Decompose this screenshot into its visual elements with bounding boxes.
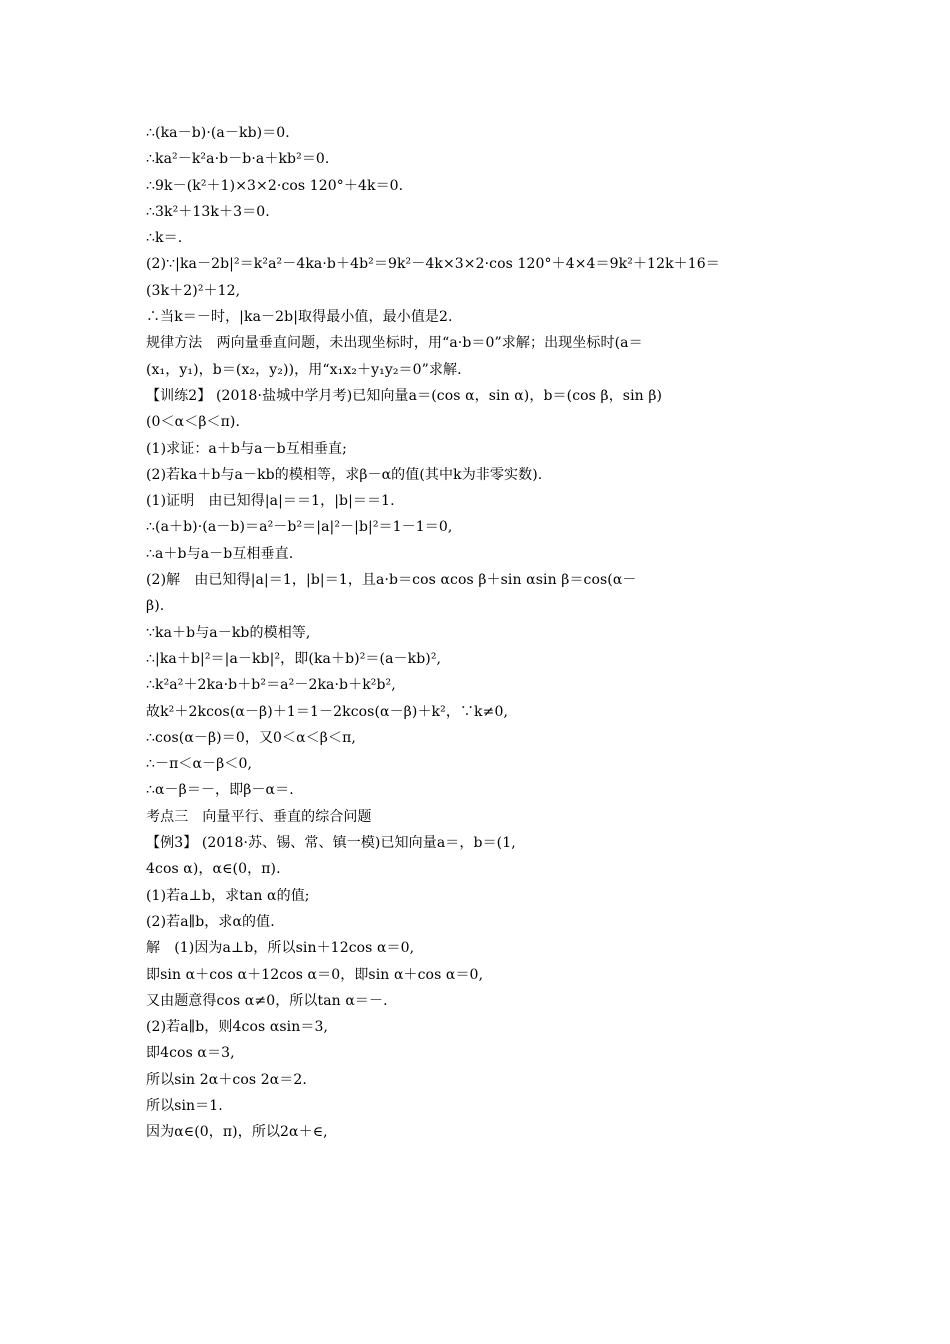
text-line: (3k＋2)²＋12, [146, 282, 241, 299]
text-line: ∴k＝. [146, 230, 183, 247]
text-line: 即4cos α＝3, [146, 1045, 235, 1062]
text-line: β). [146, 598, 165, 615]
text-line: ∴α－β＝－，即β－α＝. [146, 782, 294, 799]
text-line: (2)∵|ka－2b|²＝k²a²－4ka·b＋4b²＝9k²－4k×3×2·cos 120°＋4×4＝9k²＋12k＋16＝ [146, 256, 720, 273]
text-line: ∴cos(α－β)＝0，又0＜α＜β＜π, [146, 729, 356, 746]
text-line: 所以sin＝1. [146, 1097, 223, 1114]
text-line: 解 (1)因为a⊥b，所以sin＋12cos α＝0, [146, 940, 415, 957]
text-line: (2)解 由已知得|a|＝1，|b|＝1，且a·b＝cos αcos β＋sin αsin β＝cos(α－ [146, 572, 637, 589]
text-line: ∴当k＝－时，|ka－2b|取得最小值，最小值是2. [146, 309, 453, 326]
text-line: ∴－π＜α－β＜0, [146, 756, 253, 773]
method-note-line: (x₁，y₁)，b＝(x₂，y₂))，用“x₁x₂＋y₁y₂＝0”求解. [146, 361, 462, 378]
text-line: ∴a＋b与a－b互相垂直. [146, 545, 294, 562]
text-line: ∴ka²－k²a·b－b·a＋kb²＝0. [146, 151, 330, 168]
exercise-heading: 【训练2】 (2018·盐城中学月考)已知向量a＝(cos α，sin α)，b＝(cos β，sin β) [146, 387, 663, 404]
text-line: 故k²＋2kcos(α－β)＋1＝1－2kcos(α－β)＋k²，∵k≠0, [146, 703, 509, 720]
text-line: 所以sin 2α＋cos 2α＝2. [146, 1071, 307, 1088]
method-note-line: 规律方法 两向量垂直问题，未出现坐标时，用“a·b＝0”求解；出现坐标时(a＝ [146, 335, 643, 352]
text-line: ∴(ka－b)·(a－kb)＝0. [146, 125, 290, 141]
text-line: (0＜α＜β＜π). [146, 414, 241, 431]
text-line: ∵ka＋b与a－kb的模相等, [146, 624, 311, 641]
text-line: ∴k²a²＋2ka·b＋b²＝a²－2ka·b＋k²b², [146, 677, 396, 694]
text-line: (2)若ka＋b与a－kb的模相等，求β－α的值(其中k为非零实数). [146, 466, 543, 483]
text-line: ∴(a＋b)·(a－b)＝a²－b²＝|a|²－|b|²＝1－1＝0, [146, 519, 453, 536]
text-line: (1)若a⊥b，求tan α的值; [146, 887, 310, 904]
text-line: 即sin α＋cos α＋12cos α＝0，即sin α＋cos α＝0, [146, 966, 484, 983]
text-line: (2)若a∥b，求α的值. [146, 913, 275, 930]
text-line: 4cos α)，α∈(0，π). [146, 861, 281, 878]
text-line: ∴|ka＋b|²＝|a－kb|²，即(ka＋b)²＝(a－kb)², [146, 650, 442, 667]
example-heading: 【例3】 (2018·苏、锡、常、镇一模)已知向量a＝，b＝(1, [146, 835, 516, 852]
section-heading: 考点三 向量平行、垂直的综合问题 [146, 808, 372, 825]
text-line: ∴3k²＋13k＋3＝0. [146, 203, 270, 220]
text-line: 又由题意得cos α≠0，所以tan α＝－. [146, 992, 388, 1009]
text-line: 因为α∈(0，π)，所以2α＋∈, [146, 1124, 328, 1141]
text-line: (1)求证：a＋b与a－b互相垂直; [146, 440, 347, 457]
text-line: ∴9k－(k²＋1)×3×2·cos 120°＋4k＝0. [146, 177, 404, 194]
text-line: (1)证明 由已知得|a|＝＝1，|b|＝＝1. [146, 493, 395, 510]
text-line: (2)若a∥b，则4cos αsin＝3, [146, 1019, 329, 1036]
